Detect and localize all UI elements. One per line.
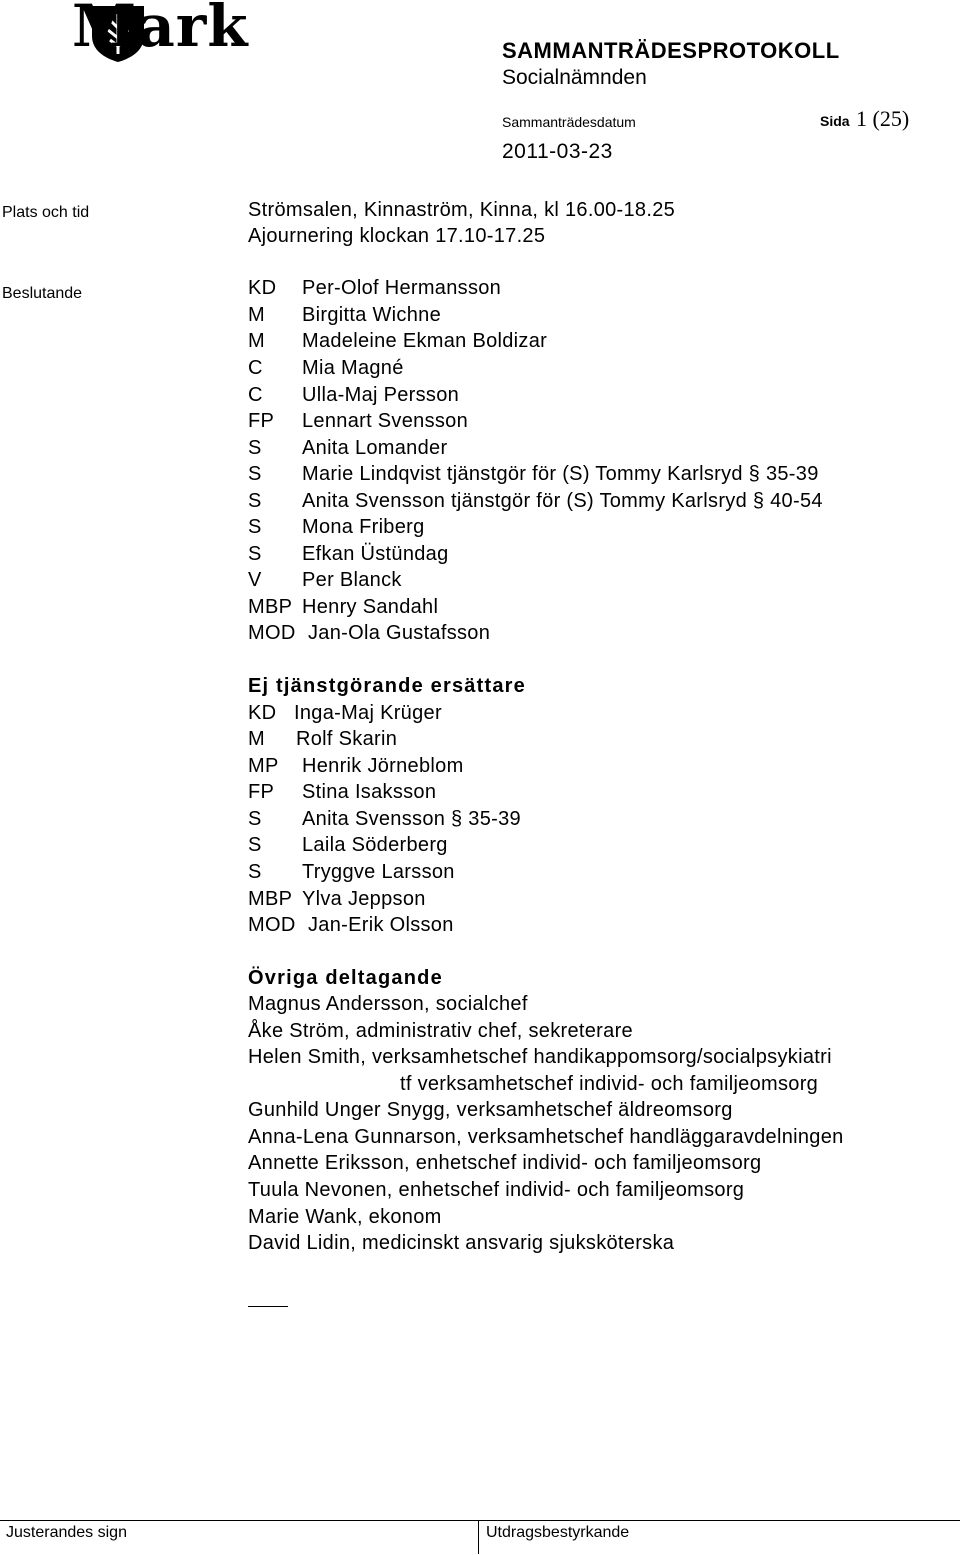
meeting-date-label: Sammanträdesdatum [502, 114, 636, 130]
logo-wordmark: Mark [72, 0, 249, 60]
adjournment-line: Ajournering klockan 17.10-17.25 [248, 225, 546, 247]
list-item: Anna-Lena Gunnarson, verksamhetschef handläggaravdelningen [248, 1126, 844, 1148]
list-item: KD Inga-Maj Krüger [248, 702, 442, 724]
decision-makers-label: Beslutande [2, 285, 83, 302]
list-item: MBP Henry Sandahl [248, 596, 439, 618]
list-item: S Laila Söderberg [248, 834, 448, 856]
page-label: Sida [820, 113, 850, 129]
list-item: M Rolf Skarin [248, 728, 398, 750]
list-item: Annette Eriksson, enhetschef individ- och familjeomsorg [248, 1152, 762, 1174]
list-item: S Efkan Üstündag [248, 543, 449, 565]
adjuster-signature-label: Justerandes sign [6, 1524, 127, 1541]
list-item: FP Stina Isaksson [248, 781, 437, 803]
list-item: C Ulla-Maj Persson [248, 384, 460, 406]
list-item: C Mia Magné [248, 357, 404, 379]
substitutes-heading: Ej tjänstgörande ersättare [248, 675, 526, 697]
list-item: S Marie Lindqvist tjänstgör för (S) Tommy Karlsryd § 35-39 [248, 463, 819, 485]
list-item: FP Lennart Svensson [248, 410, 469, 432]
list-item: tf verksamhetschef individ- och familjeomsorg [400, 1073, 819, 1095]
list-item: Helen Smith, verksamhetschef handikappomsorg/socialpsykiatri [248, 1046, 832, 1068]
list-item: M Madeleine Ekman Boldizar [248, 330, 548, 352]
list-item: Magnus Andersson, socialchef [248, 993, 528, 1015]
list-item: S Anita Lomander [248, 437, 448, 459]
list-item: S Mona Friberg [248, 516, 425, 538]
place-label: Plats och tid [2, 204, 90, 221]
list-item: V Per Blanck [248, 569, 402, 591]
committee-name: Socialnämnden [502, 66, 647, 89]
extract-certification-label: Utdragsbestyrkande [486, 1524, 630, 1541]
list-item: M Birgitta Wichne [248, 304, 441, 326]
page-number: 1 (25) [856, 106, 910, 131]
meeting-date: 2011-03-23 [502, 140, 613, 163]
footer-divider [0, 1520, 960, 1521]
list-item: Gunhild Unger Snygg, verksamhetschef äldreomsorg [248, 1099, 733, 1121]
list-item: Åke Ström, administrativ chef, sekreterare [248, 1020, 633, 1042]
list-item: KD Per-Olof Hermansson [248, 277, 502, 299]
separator-line [248, 1306, 288, 1307]
list-item: David Lidin, medicinskt ansvarig sjuksköterska [248, 1232, 675, 1254]
list-item: S Anita Svensson § 35-39 [248, 808, 521, 830]
list-item: S Tryggve Larsson [248, 861, 455, 883]
list-item: S Anita Svensson tjänstgör för (S) Tommy Karlsryd § 40-54 [248, 490, 823, 512]
list-item: Tuula Nevonen, enhetschef individ- och familjeomsorg [248, 1179, 745, 1201]
list-item: MBP Ylva Jeppson [248, 888, 426, 910]
list-item: MOD Jan-Ola Gustafsson [248, 622, 491, 644]
list-item: Marie Wank, ekonom [248, 1206, 442, 1228]
place-line: Strömsalen, Kinnaström, Kinna, kl 16.00-18.25 [248, 199, 676, 221]
list-item: MP Henrik Jörneblom [248, 755, 464, 777]
list-item: MOD Jan-Erik Olsson [248, 914, 454, 936]
others-heading: Övriga deltagande [248, 967, 443, 989]
footer-column-divider [478, 1520, 479, 1554]
document-title: SAMMANTRÄDESPROTOKOLL [502, 38, 840, 63]
